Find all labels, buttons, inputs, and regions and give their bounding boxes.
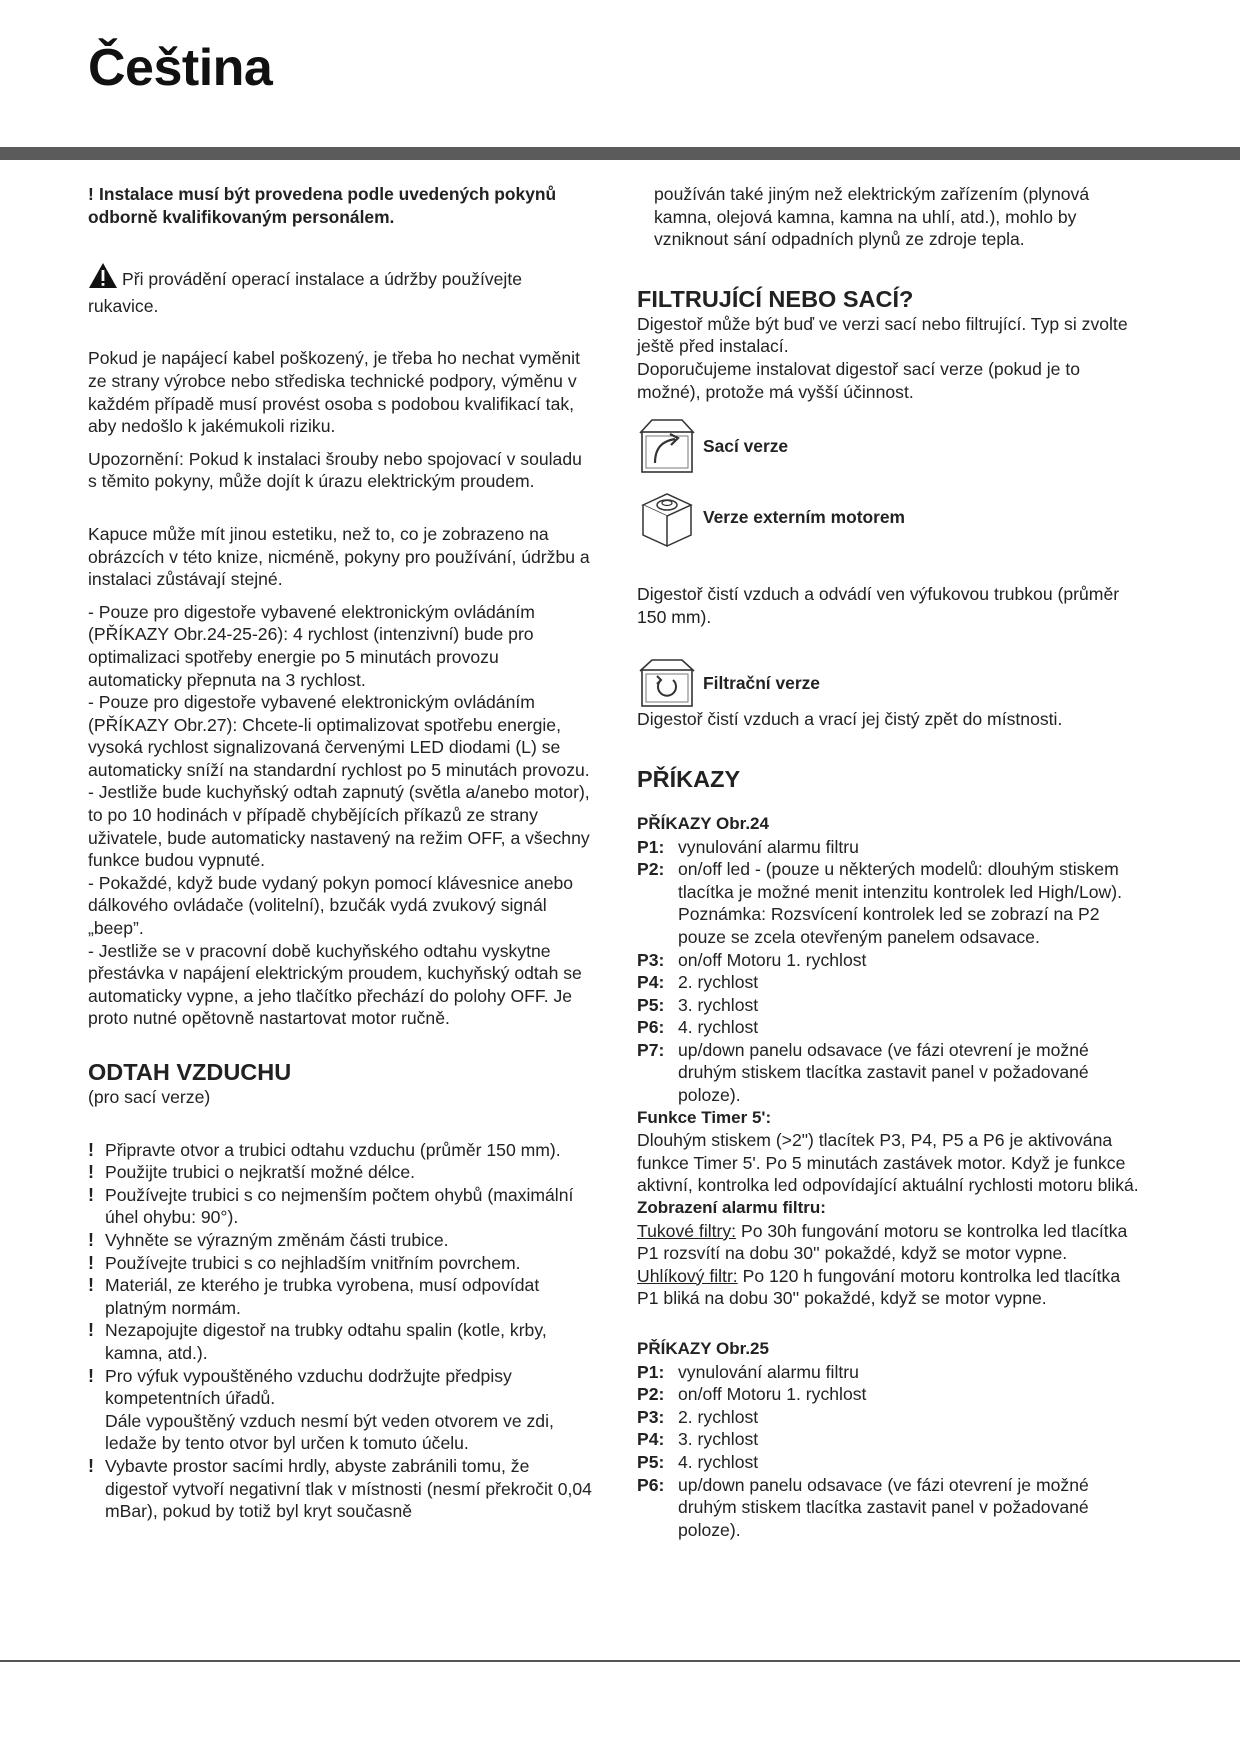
- filter-version-description: Digestoř čistí vzduch a vrací jej čistý zpět do místnosti.: [637, 709, 1063, 730]
- header-divider-bar: [0, 147, 1240, 160]
- timer-text: Dlouhým stiskem (>2") tlacítek P3, P4, P5 a P6 je aktivována funkce Timer 5'. Po 5 minutách zastávek motor. Když je funkce aktivní, kontrolka led odpovídající aktuální rychlosti motoru bliká.: [637, 1130, 1139, 1196]
- screws-paragraph: Upozornění: Pokud k instalaci šrouby nebo spojovací v souladu s těmito pokyny, může dojít k úrazu elektrickým proudem.: [88, 448, 582, 492]
- list-item: P4: 3. rychlost: [637, 1429, 759, 1450]
- list-item: P4: 2. rychlost: [637, 972, 759, 993]
- note-power-outage: - Jestliže se v pracovní době kuchyňského odtahu vyskytne přestávka v napájení elektrickým proudem, kuchyňský odtah se automaticky vypne, a jeho tlačítko přechází do polohy OFF. Je proto nutné opětovně nastartovat motor ručně.: [88, 940, 582, 1029]
- list-item: ! Vyhněte se výrazným změnám části trubice.: [88, 1229, 449, 1250]
- external-motor-label: Verze externím motorem: [703, 506, 906, 527]
- list-item: ! Nezapojujte digestoř na trubky odtahu spalin (kotle, krby, kamna, atd.).: [88, 1320, 547, 1363]
- list-item: ! Používejte trubici s co nejhladším vnitřním povrchem.: [88, 1252, 521, 1273]
- filter-alarm-title: Zobrazení alarmu filtru:: [637, 1198, 826, 1218]
- version-external-motor: [637, 485, 1142, 549]
- installation-warning: ! Instalace musí být provedena podle uvedených pokynů odborně kvalifikovaným personálem.: [88, 184, 557, 227]
- intro-continuation: používán také jiným než elektrickým zařízením (plynová kamna, olejová kamna, kamna na uhlí, atd.), mohlo by vzniknout sání odpadních plynů ze zdroje tepla.: [654, 184, 1090, 250]
- warning-triangle-icon: [88, 262, 118, 295]
- list-item: P1: vynulování alarmu filtru: [637, 836, 859, 857]
- section-title-odtah: ODTAH VZDUCHU: [88, 1059, 292, 1085]
- footer-divider: [0, 1660, 1240, 1662]
- suction-version-label: Sací verze: [703, 435, 789, 456]
- obr24-list: [637, 836, 1142, 1107]
- list-item: ! Pro výfuk vypouštěného vzduchu dodržujte předpisy kompetentních úřadů. Dále vypouštěný vzduch nesmí být veden otvorem ve zdi, ledaže by tento otvor byl určen k tomuto účelu.: [88, 1365, 554, 1454]
- section-title-filter: FILTRUJÍCÍ NEBO SACÍ?: [637, 285, 914, 312]
- list-item: P5: 3. rychlost: [637, 994, 759, 1015]
- note-electronic-1: - Pouze pro digestoře vybavené elektronickým ovládáním (PŘÍKAZY Obr.24-25-26): 4 rychlost (intenzivní) bude pro optimalizaci spotřeby energie po 5 minutách provozu automaticky přepnuta na 3 rychlost.: [88, 601, 535, 690]
- right-column: [637, 183, 1142, 1541]
- section-subtitle-odtah: (pro sací verze): [88, 1087, 211, 1107]
- obr25-title: PŘÍKAZY Obr.25: [637, 1339, 769, 1358]
- list-item: P1: vynulování alarmu filtru: [637, 1361, 859, 1382]
- page-title: Čeština: [88, 39, 273, 97]
- list-item: ! Připravte otvor a trubici odtahu vzduchu (průměr 150 mm).: [88, 1139, 561, 1160]
- timer-title: Funkce Timer 5':: [637, 1107, 772, 1127]
- filter-version-icon: [637, 658, 697, 708]
- duct-rules-list: [88, 1139, 593, 1523]
- list-item: P2: on/off led - (pouze u některých modelů: dlouhým stiskem tlacítka je možné menit intenzitu kontrolek led High/Low).: [637, 859, 1122, 902]
- gloves-warning: Při provádění operací instalace a údržby používejte rukavice.: [88, 262, 593, 317]
- filter-paragraph-2: Doporučujeme instalovat digestoř sací verze (pokud je to možné), protože má vyšší účinnost.: [637, 358, 1081, 402]
- carbon-filter-note: Uhlíkový filtr: Po 120 h fungování motoru kontrolka led tlacítka P1 bliká na dobu 30'' pokaždé, když se motor vypne.: [637, 1265, 1121, 1309]
- hood-paragraph: Kapuce může mít jinou estetiku, než to, co je zobrazeno na obrázcích v této knize, nicméně, pokyny pro používání, údržbu a instalaci zůstávají stejné.: [88, 523, 590, 590]
- left-column: [88, 183, 593, 1523]
- section-title-prikazy: PŘÍKAZY: [637, 765, 741, 792]
- obr24-title: PŘÍKAZY Obr.24: [637, 813, 769, 833]
- grease-filter-note: Tukové filtry: Po 30h fungování motoru se kontrolka led tlacítka P1 rozsvítí na dobu 30'' pokaždé, když se motor vypne.: [637, 1220, 1128, 1264]
- cable-paragraph: Pokud je napájecí kabel poškozený, je třeba ho nechat vyměnit ze strany výrobce nebo střediska technické podpory, výměnu v každém případě musí provést osoba s podobou kvalifikací tak, aby nedošlo k jakémukoli riziku.: [88, 348, 580, 437]
- list-item: ! Použijte trubici o nejkratší možné délce.: [88, 1162, 415, 1183]
- version-suction: [637, 417, 1142, 475]
- list-item: P6: 4. rychlost: [637, 1017, 759, 1038]
- suction-version-icon: [637, 417, 697, 475]
- external-motor-description: Digestoř čistí vzduch a odvádí ven výfukovou trubkou (průměr 150 mm).: [637, 584, 1120, 627]
- exclamation-icon: !: [88, 184, 94, 204]
- external-motor-icon: [637, 485, 697, 549]
- list-item: ! Materiál, ze kterého je trubka vyrobena, musí odpovídat platným normám.: [88, 1275, 540, 1318]
- list-item: P2: on/off Motoru 1. rychlost: [637, 1384, 867, 1405]
- note-electronic-2: - Pouze pro digestoře vybavené elektronickým ovládáním (PŘÍKAZY Obr.27): Chcete-li optimalizovat spotřebu energie, vysoká rychlost signalizovaná červenými LED diodami (L) se automaticky sníží na standardní rychlost po 5 minutách provozu.: [88, 692, 590, 780]
- list-item: P7: up/down panelu odsavace (ve fázi otevrení je možné druhým stiskem tlacítka zastavit panel v požadované poloze).: [637, 1039, 1089, 1106]
- list-item: P3: 2. rychlost: [637, 1406, 759, 1427]
- list-item: P5: 4. rychlost: [637, 1451, 759, 1472]
- filter-paragraph-1: Digestoř může být buď ve verzi sací nebo filtrující. Typ si zvolte ještě před instalací.: [637, 313, 1128, 357]
- filter-version-label: Filtrační verze: [703, 673, 820, 694]
- list-item: P6: up/down panelu odsavace (ve fázi otevrení je možné druhým stiskem tlacítka zastavit panel v požadované poloze).: [637, 1474, 1089, 1540]
- obr25-list: [637, 1361, 1142, 1542]
- note-auto-off: - Jestliže bude kuchyňský odtah zapnutý (světla a/anebo motor), to po 10 hodinách v případě chybějících příkazů ze strany uživatele, bude automaticky nastavený na režim OFF, a všechny funkce budou vypnuté.: [88, 782, 590, 871]
- list-item: Poznámka: Rozsvícení kontrolek led se zobrazí na P2 pouze se zcela otevřeným panelem odsavace.: [678, 904, 1100, 947]
- version-filter: [637, 658, 1142, 708]
- list-item: P3: on/off Motoru 1. rychlost: [637, 949, 867, 970]
- list-item: ! Používejte trubici s co nejmenším počtem ohybů (maximální úhel ohybu: 90°).: [88, 1184, 574, 1228]
- note-beep: - Pokaždé, když bude vydaný pokyn pomocí klávesnice anebo dálkového ovládače (volitelní), bzučák vydá zvukový signál „beep”.: [88, 872, 574, 939]
- list-item: ! Vybavte prostor sacími hrdly, abyste zabránili tomu, že digestoř vytvoří negativní tlak v místnosti (nesmí překročit 0,04 mBar), pokud by totiž byl kryt současně: [88, 1455, 592, 1522]
